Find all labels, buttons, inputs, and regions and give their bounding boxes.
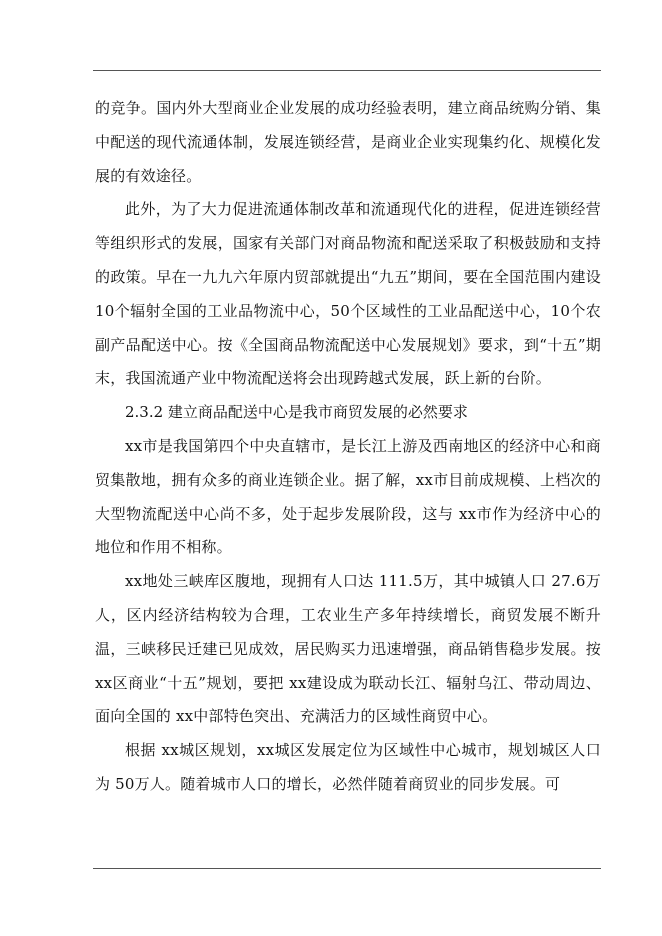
header-rule <box>93 70 601 71</box>
paragraph-region-overview: xx地处三峡库区腹地，现拥有人口达 111.5万，其中城镇人口 27.6万人，区内经济结构较为合理，工农业生产多年持续增长，商贸发展不断升温，三峡移民迁建已见成效，居民购买力迅速增强，商品销售稳步发展。按xx区商业“十五”规划，要把 xx建设成为联动长江、辐射乌江、带动周边、面向全国的 xx中部特色突出、充满活力的区域性商贸中心。 <box>95 572 601 726</box>
paragraph-competition: 的竞争。国内外大型商业企业发展的成功经验表明，建立商品统购分销、集中配送的现代流通体制，发展连锁经营，是商业企业实现集约化、规模化发展的有效途径。 <box>95 99 601 185</box>
paragraph-urban-plan: 根据 xx城区规划，xx城区发展定位为区域性中心城市，规划城区人口为 50万人。随着城市人口的增长，必然伴随着商贸业的同步发展。可 <box>95 741 601 793</box>
paragraph-policy: 此外，为了大力促进流通体制改革和流通现代化的进程，促进连锁经营等组织形式的发展，国家有关部门对商品物流和配送采取了积极鼓励和支持的政策。早在一九九六年原内贸部就提出“九五”期间，要在全国范围内建设 10个辐射全国的工业品物流中心，50个区域性的工业品配送中心，10个农副产品配送中心。按《全国商品物流配送中心发展规划》要求，到“十五”期末，我国流通产业中物流配送将会出现跨越式发展，跃上新的台阶。 <box>95 200 601 388</box>
section-heading-2-3-2: 2.3.2 建立商品配送中心是我市商贸发展的必然要求 <box>125 403 468 422</box>
document-body <box>95 92 601 802</box>
paragraph-city-status: xx市是我国第四个中央直辖市，是长江上游及西南地区的经济中心和商贸集散地，拥有众多的商业连锁企业。据了解，xx市目前成规模、上档次的大型物流配送中心尚不多，处于起步发展阶段，这与 xx市作为经济中心的地位和作用不相称。 <box>95 436 601 557</box>
footer-rule <box>93 868 601 869</box>
